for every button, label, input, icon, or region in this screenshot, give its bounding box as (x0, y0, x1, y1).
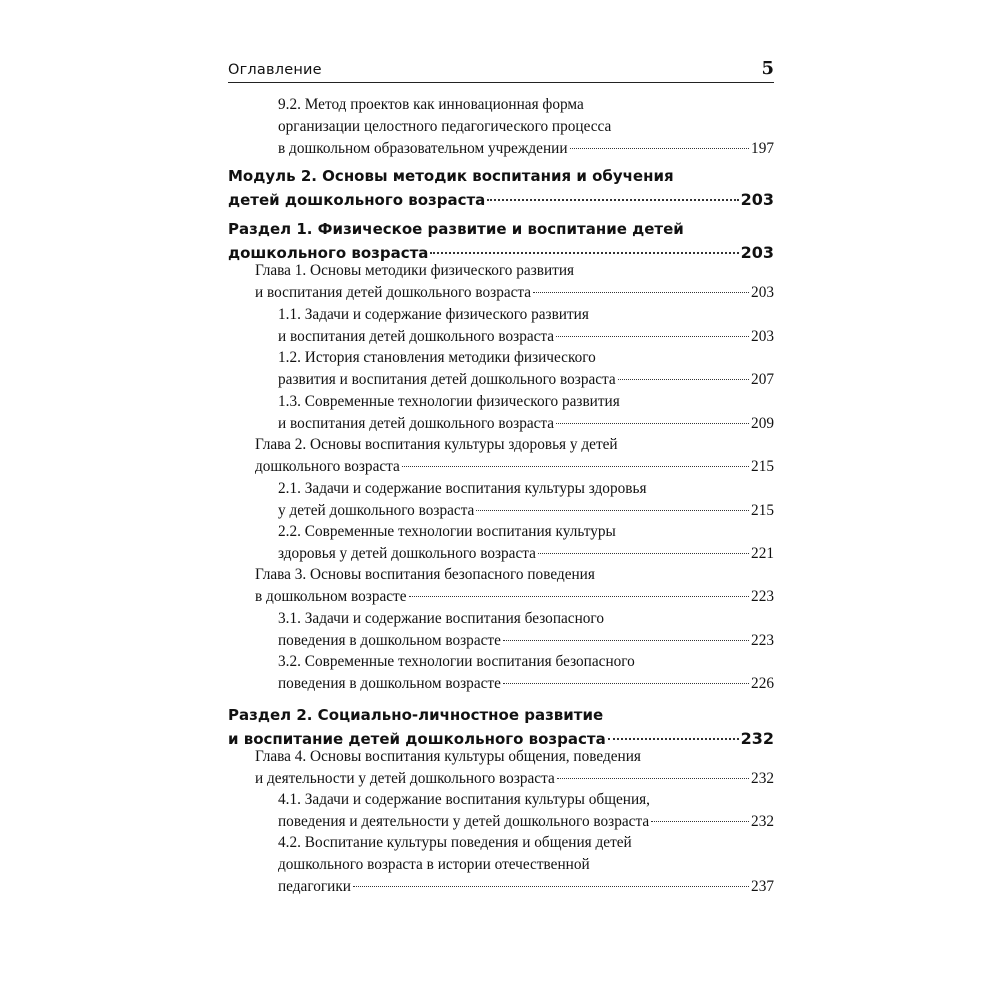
toc-line (255, 746, 774, 768)
toc-line (278, 521, 774, 543)
toc-entry-1-3[interactable] (278, 391, 774, 435)
toc-line (278, 500, 774, 522)
toc-line-text: 9.2. Метод проектов как инновационная форма (278, 96, 584, 113)
toc-line-text: 2.1. Задачи и содержание воспитания культуры здоровья (278, 480, 647, 497)
toc-line (255, 282, 774, 304)
toc-line-text: Раздел 1. Физическое развитие и воспитание детей (228, 220, 684, 238)
toc-entry-4-2[interactable] (278, 832, 774, 898)
toc-line-text: и воспитания детей дошкольного возраста (278, 328, 555, 345)
toc-line-text: в дошкольном возрасте (255, 588, 407, 605)
toc-page-number: 203 (740, 243, 774, 262)
toc-entry-chapter-1[interactable] (255, 260, 774, 304)
toc-line (228, 188, 774, 211)
toc-line (278, 673, 774, 695)
toc-line-text: развития и воспитания детей дошкольного возраста (278, 371, 616, 388)
toc-line-text: поведения и деятельности у детей дошкольного возраста (278, 813, 650, 830)
toc-line-text: Модуль 2. Основы методик воспитания и обучения (228, 167, 674, 185)
toc-line (278, 854, 774, 876)
toc-line-text: 1.2. История становления методики физического (278, 349, 596, 366)
book-page (228, 0, 774, 1000)
toc-page-number: 197 (751, 140, 774, 157)
toc-entry-1-1[interactable] (278, 304, 774, 348)
toc-line (228, 165, 774, 188)
toc-line (278, 116, 774, 138)
toc-line (278, 94, 774, 116)
toc-entry-1-2[interactable] (278, 347, 774, 391)
toc-line-text: в дошкольном образовательном учреждении (278, 140, 568, 157)
dot-leader (487, 199, 738, 201)
toc-page-number: 215 (751, 502, 774, 519)
toc-line (228, 704, 774, 727)
toc-line-text: и воспитания детей дошкольного возраста (255, 284, 532, 301)
toc-page-number: 221 (751, 545, 774, 562)
toc-line-text: 1.3. Современные технологии физического развития (278, 393, 620, 410)
toc-line (255, 456, 774, 478)
dot-leader (651, 821, 749, 822)
toc-line (278, 369, 774, 391)
page-number: 5 (761, 58, 774, 79)
toc-entry-9-2[interactable] (278, 94, 774, 160)
dot-leader (503, 640, 749, 641)
toc-line-text: 4.1. Задачи и содержание воспитания культуры общения, (278, 791, 650, 808)
toc-page-number: 215 (751, 458, 774, 475)
dot-leader (538, 553, 749, 554)
toc-line-text: и воспитание детей дошкольного возраста (228, 730, 606, 748)
toc-entry-section-1[interactable] (228, 218, 774, 264)
toc-entry-chapter-4[interactable] (255, 746, 774, 790)
dot-leader (570, 148, 750, 149)
toc-line-text: дошкольного возраста (228, 244, 429, 262)
toc-line (278, 413, 774, 435)
toc-page-number: 232 (751, 813, 774, 830)
toc-page-number: 232 (751, 770, 774, 787)
toc-line-text: дошкольного возраста (255, 458, 400, 475)
toc-entry-3-2[interactable] (278, 651, 774, 695)
toc-line (278, 789, 774, 811)
toc-page-number: 223 (751, 588, 774, 605)
toc-line (278, 651, 774, 673)
toc-line (278, 391, 774, 413)
dot-leader (556, 336, 749, 337)
toc-line (255, 260, 774, 282)
dot-leader (430, 252, 738, 254)
toc-page-number: 203 (740, 190, 774, 209)
toc-entry-module-2[interactable] (228, 165, 774, 211)
dot-leader (503, 683, 749, 684)
toc-entry-4-1[interactable] (278, 789, 774, 833)
toc-page-number: 203 (751, 284, 774, 301)
toc-entry-2-1[interactable] (278, 478, 774, 522)
toc-line-text: и воспитания детей дошкольного возраста (278, 415, 555, 432)
toc-line-text: 1.1. Задачи и содержание физического развития (278, 306, 589, 323)
toc-line (278, 347, 774, 369)
toc-page-number: 207 (751, 371, 774, 388)
toc-line-text: детей дошкольного возраста (228, 191, 486, 209)
toc-entry-chapter-2[interactable] (255, 434, 774, 478)
toc-line-text: 3.1. Задачи и содержание воспитания безопасного (278, 610, 604, 627)
toc-line-text: Глава 1. Основы методики физического развития (255, 262, 575, 279)
toc-line (228, 218, 774, 241)
toc-line-text: поведения в дошкольном возрасте (278, 675, 501, 692)
toc-line (278, 543, 774, 565)
toc-line (278, 811, 774, 833)
toc-line-text: Глава 3. Основы воспитания безопасного поведения (255, 566, 595, 583)
dot-leader (402, 466, 749, 467)
toc-line (255, 586, 774, 608)
toc-page-number: 223 (751, 632, 774, 649)
toc-line-text: 3.2. Современные технологии воспитания безопасного (278, 653, 635, 670)
toc-line-text: дошкольного возраста в истории отечественной (278, 856, 590, 873)
toc-line (255, 768, 774, 790)
toc-page-number: 203 (751, 328, 774, 345)
toc-page-number: 209 (751, 415, 774, 432)
toc-line (278, 630, 774, 652)
toc-entry-2-2[interactable] (278, 521, 774, 565)
toc-line-text: Раздел 2. Социально-личностное развитие (228, 706, 604, 724)
toc-line (255, 434, 774, 456)
toc-line (278, 832, 774, 854)
dot-leader (353, 886, 749, 887)
toc-line-text: поведения в дошкольном возрасте (278, 632, 501, 649)
toc-line-text: педагогики (278, 878, 351, 895)
toc-line-text: 4.2. Воспитание культуры поведения и общения детей (278, 834, 632, 851)
toc-line (278, 876, 774, 898)
toc-line (278, 608, 774, 630)
dot-leader (533, 292, 749, 293)
toc-line-text: здоровья у детей дошкольного возраста (278, 545, 536, 562)
toc-line-text: 2.2. Современные технологии воспитания культуры (278, 523, 616, 540)
dot-leader (409, 596, 750, 597)
toc-line-text: у детей дошкольного возраста (278, 502, 475, 519)
toc-page-number: 226 (751, 675, 774, 692)
toc-line-text: организации целостного педагогического процесса (278, 118, 612, 135)
toc-line (278, 138, 774, 160)
toc-line-text: Глава 2. Основы воспитания культуры здоровья у детей (255, 436, 618, 453)
toc-entry-3-1[interactable] (278, 608, 774, 652)
running-header-title: Оглавление (228, 62, 322, 78)
toc-line-text: Глава 4. Основы воспитания культуры общения, поведения (255, 748, 641, 765)
toc-line-text: и деятельности у детей дошкольного возраста (255, 770, 555, 787)
toc-page-number: 232 (740, 729, 774, 748)
dot-leader (608, 738, 739, 740)
toc-line (255, 564, 774, 586)
dot-leader (556, 423, 749, 424)
toc-page-number: 237 (751, 878, 774, 895)
toc-line (278, 304, 774, 326)
dot-leader (618, 379, 749, 380)
toc-entry-section-2[interactable] (228, 704, 774, 750)
dot-leader (476, 510, 749, 511)
toc-line (278, 478, 774, 500)
running-header (228, 58, 774, 83)
dot-leader (557, 778, 749, 779)
toc-entry-chapter-3[interactable] (255, 564, 774, 608)
toc-line (278, 326, 774, 348)
